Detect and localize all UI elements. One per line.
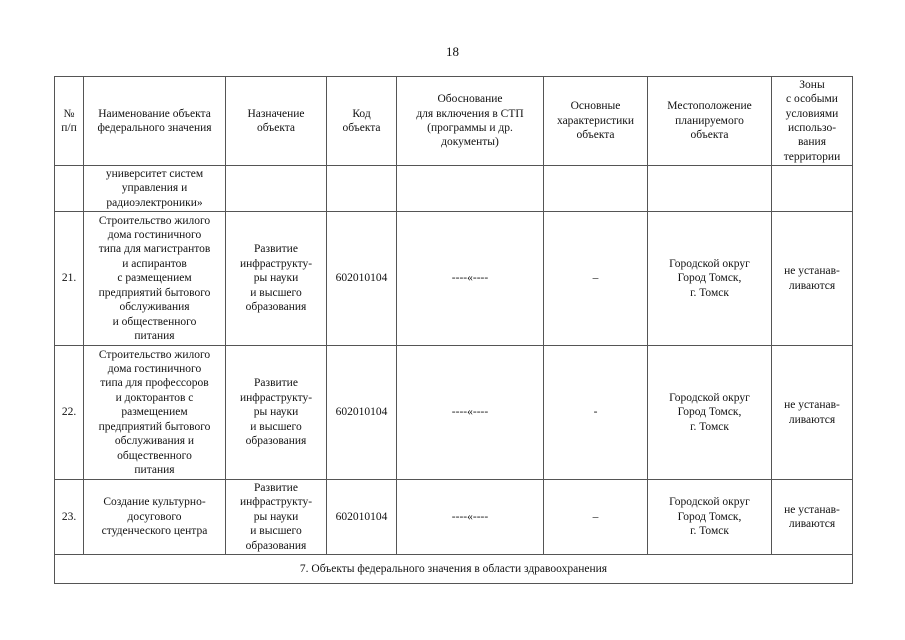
continuation-num (55, 166, 84, 212)
header-purpose: Назначение объекта (226, 77, 327, 166)
row-characteristics: – (544, 212, 648, 346)
row-location: Городской округ Город Томск, г. Томск (648, 480, 772, 555)
table-row (55, 346, 853, 480)
row-zones: не устанав- ливаются (772, 212, 853, 346)
row-zones: не устанав- ливаются (772, 346, 853, 480)
row-characteristics: - (544, 346, 648, 480)
continuation-row (55, 166, 853, 212)
page-number: 18 (446, 44, 459, 59)
row-basis: ----«---- (397, 480, 544, 555)
continuation-purpose (226, 166, 327, 212)
continuation-zones (772, 166, 853, 212)
row-code: 602010104 (327, 480, 397, 555)
section-row (55, 555, 853, 584)
row-zones: не устанав- ливаются (772, 480, 853, 555)
row-num: 21. (55, 212, 84, 346)
header-name: Наименование объекта федерального значения (84, 77, 226, 166)
continuation-location (648, 166, 772, 212)
row-purpose: Развитие инфраструкту- ры науки и высшего образования (226, 346, 327, 480)
federal-objects-table (54, 76, 853, 584)
header-zones: Зоны с особыми условиями использо- вания территории (772, 77, 853, 166)
row-basis: ----«---- (397, 346, 544, 480)
row-num: 22. (55, 346, 84, 480)
continuation-code (327, 166, 397, 212)
continuation-basis (397, 166, 544, 212)
header-num: № п/п (55, 77, 84, 166)
continuation-name: университет систем управления и радиоэлектроники» (84, 166, 226, 212)
continuation-characteristics (544, 166, 648, 212)
table-row (55, 480, 853, 555)
header-location: Местоположение планируемого объекта (648, 77, 772, 166)
row-purpose: Развитие инфраструкту- ры науки и высшего образования (226, 480, 327, 555)
row-name: Строительство жилого дома гостиничного типа для магистрантов и аспирантов с размещением предприятий бытового обслуживания и общественного питания (84, 212, 226, 346)
header-basis: Обоснование для включения в СТП (программы и др. документы) (397, 77, 544, 166)
row-code: 602010104 (327, 346, 397, 480)
row-num: 23. (55, 480, 84, 555)
row-name: Создание культурно- досугового студенческого центра (84, 480, 226, 555)
row-name: Строительство жилого дома гостиничного типа для профессоров и докторантов с размещением предприятий бытового обслуживания и общественного питания (84, 346, 226, 480)
row-purpose: Развитие инфраструкту- ры науки и высшего образования (226, 212, 327, 346)
header-code: Код объекта (327, 77, 397, 166)
table-header-row (55, 77, 853, 166)
table-row (55, 212, 853, 346)
header-characteristics: Основные характеристики объекта (544, 77, 648, 166)
row-location: Городской округ Город Томск, г. Томск (648, 346, 772, 480)
row-basis: ----«---- (397, 212, 544, 346)
section-title: 7. Объекты федерального значения в области здравоохранения (55, 555, 853, 584)
row-characteristics: – (544, 480, 648, 555)
row-code: 602010104 (327, 212, 397, 346)
row-location: Городской округ Город Томск, г. Томск (648, 212, 772, 346)
